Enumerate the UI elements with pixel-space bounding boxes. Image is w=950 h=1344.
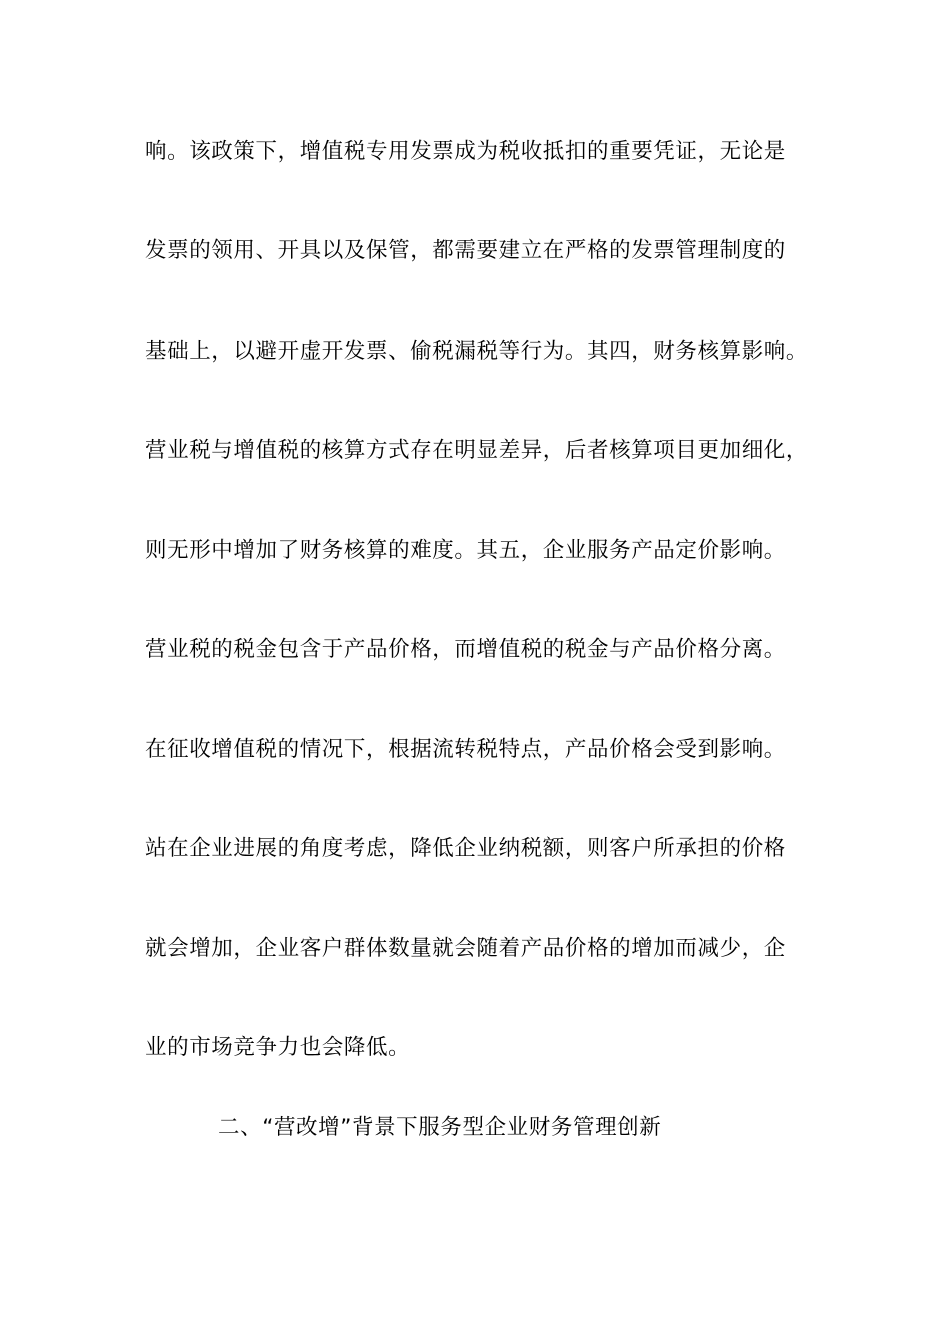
body-line: 营业税的税金包含于产品价格，而增值税的税金与产品价格分离。 xyxy=(145,637,786,662)
section-heading: 二、“营改增”背景下服务型企业财务管理创新 xyxy=(218,1115,662,1140)
body-line: 则无形中增加了财务核算的难度。其五，企业服务产品定价影响。 xyxy=(145,538,786,563)
body-line: 基础上，以避开虚开发票、偷税漏税等行为。其四，财务核算影响。 xyxy=(145,339,809,364)
body-line: 响。该政策下，增值税专用发票成为税收抵扣的重要凭证，无论是 xyxy=(145,139,786,164)
body-line: 发票的领用、开具以及保管，都需要建立在严格的发票管理制度的 xyxy=(145,238,786,263)
body-line: 站在企业进展的角度考虑，降低企业纳税额，则客户所承担的价格 xyxy=(145,836,786,861)
body-line: 在征收增值税的情况下，根据流转税特点，产品价格会受到影响。 xyxy=(145,737,786,762)
body-line: 就会增加，企业客户群体数量就会随着产品价格的增加而减少，企 xyxy=(145,936,786,961)
body-line: 营业税与增值税的核算方式存在明显差异，后者核算项目更加细化， xyxy=(145,438,809,463)
body-line: 业的市场竞争力也会降低。 xyxy=(145,1035,411,1060)
